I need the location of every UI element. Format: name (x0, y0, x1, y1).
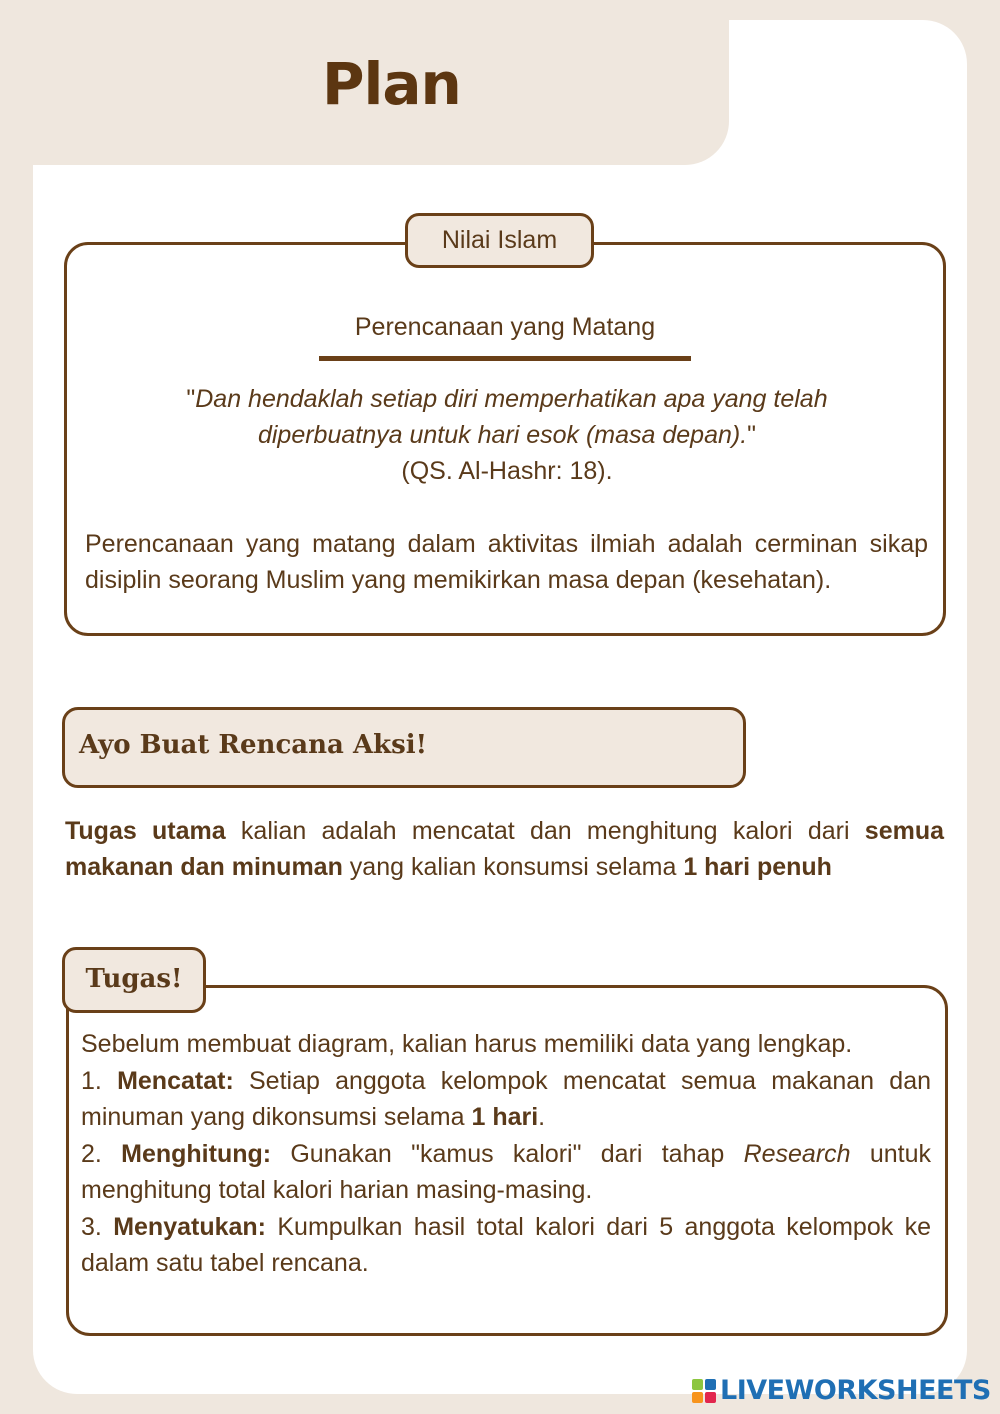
islam-values-tag: Nilai Islam (405, 213, 594, 268)
subheading-underline (319, 356, 691, 361)
task-instructions (81, 1026, 931, 1282)
action-plan-title: Ayo Buat Rencana Aksi! (79, 730, 428, 760)
islam-values-box (64, 242, 946, 636)
logo-square-orange (692, 1392, 703, 1403)
action-plan-banner (62, 707, 746, 788)
quote-citation: (QS. Al-Hashr: 18). (401, 457, 613, 485)
task-box (66, 985, 948, 1336)
logo-square-red (705, 1392, 716, 1403)
task-step-2: 2. Menghitung: Gunakan "kamus kalori" dari tahap Research untuk menghitung total kalori harian masing-masing. (81, 1139, 931, 1204)
logo-square-green (692, 1379, 703, 1390)
task-tag: Tugas! (62, 947, 206, 1013)
islam-subheading: Perencanaan yang Matang (354, 313, 656, 341)
liveworksheets-logo-icon (692, 1379, 716, 1403)
liveworksheets-brand[interactable] (692, 1375, 991, 1406)
page-title: Plan (322, 50, 461, 118)
quran-quote: "Dan hendaklah setiap diri memperhatikan apa yang telah diperbuatnya untuk hari esok (masa depan)." (QS. Al-Hashr: 18). (186, 385, 828, 485)
logo-square-blue (705, 1379, 716, 1390)
task-intro: Sebelum membuat diagram, kalian harus memiliki data yang lengkap. (81, 1030, 853, 1058)
quote-text: Dan hendaklah setiap diri memperhatikan apa yang telah diperbuatnya untuk hari esok (masa depan). (195, 385, 828, 449)
task-step-3: 3. Menyatukan: Kumpulkan hasil total kalori dari 5 anggota kelompok ke dalam satu tabel rencana. (81, 1212, 931, 1277)
liveworksheets-wordmark: LIVEWORKSHEETS (720, 1375, 991, 1406)
main-task-paragraph: Tugas utama kalian adalah mencatat dan menghitung kalori dari semua makanan dan minuman yang kalian konsumsi selama 1 hari penuh (65, 817, 945, 881)
islam-body-text: Perencanaan yang matang dalam aktivitas ilmiah adalah cerminan sikap disiplin seorang Muslim yang memikirkan masa depan (kesehatan). (85, 530, 928, 594)
task-step-1: 1. Mencatat: Setiap anggota kelompok mencatat semua makanan dan minuman yang dikonsumsi selama 1 hari. (81, 1066, 932, 1131)
